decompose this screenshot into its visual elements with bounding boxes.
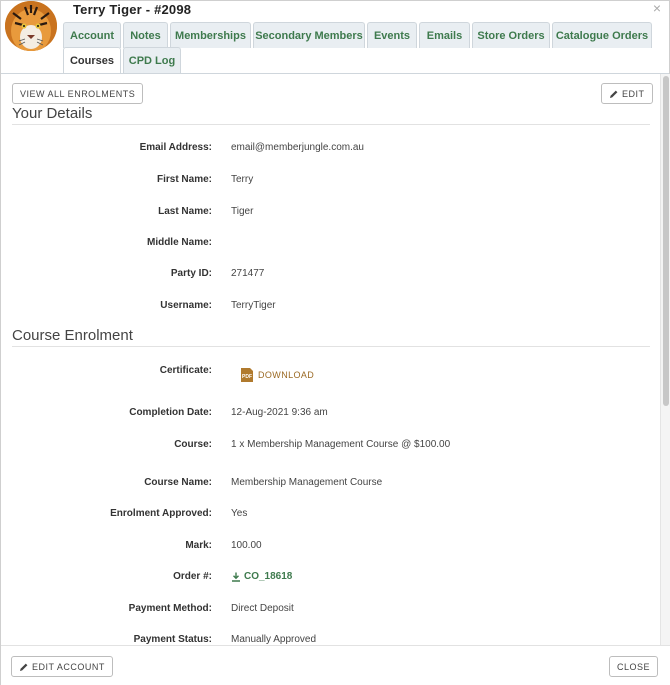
page-title: Terry Tiger - #2098 (73, 2, 192, 17)
edit-label: EDIT (622, 88, 645, 99)
your-details-heading: Your Details (12, 105, 93, 122)
tab-courses[interactable]: Courses (63, 47, 121, 74)
section-divider (12, 124, 650, 125)
party-id-label: Party ID: (170, 268, 212, 279)
first-name-value: Terry (231, 174, 254, 185)
mark-label: Mark: (185, 540, 212, 551)
tab-notes[interactable]: Notes (123, 22, 168, 48)
course-value: 1 x Membership Management Course @ $100.00 (231, 439, 451, 450)
email-address-value: email@memberjungle.com.au (231, 142, 364, 153)
course-enrolment-heading: Course Enrolment (12, 327, 133, 344)
order-number-value: CO_18618 (244, 571, 293, 582)
edit-account-button[interactable] (11, 656, 113, 677)
section-divider (12, 346, 650, 347)
tab-catalogue-orders[interactable]: Catalogue Orders (552, 22, 652, 48)
pencil-icon (609, 89, 619, 99)
tab-memberships[interactable]: Memberships (170, 22, 251, 48)
close-button[interactable] (609, 656, 658, 677)
certificate-download-link[interactable] (240, 368, 314, 382)
course-name-value: Membership Management Course (231, 477, 383, 488)
pdf-badge-text: PDF (242, 374, 252, 380)
download-label: DOWNLOAD (258, 370, 315, 380)
view-all-enrolments-label: VIEW ALL ENROLMENTS (20, 88, 136, 99)
scrollbar-thumb[interactable] (663, 76, 669, 406)
mark-value: 100.00 (231, 540, 262, 551)
tiger-avatar-image (5, 1, 57, 51)
party-id-value: 271477 (231, 268, 265, 279)
close-label: CLOSE (617, 661, 651, 672)
modal-footer (1, 645, 670, 685)
username-label: Username: (160, 300, 212, 311)
tab-account[interactable]: Account (63, 22, 121, 48)
payment-method-label: Payment Method: (128, 603, 212, 614)
tab-secondary-members[interactable]: Secondary Members (253, 22, 365, 48)
payment-method-value: Direct Deposit (231, 603, 294, 614)
tab-events[interactable]: Events (367, 22, 417, 48)
tab-emails[interactable]: Emails (419, 22, 470, 48)
avatar (5, 1, 57, 51)
pdf-icon (240, 368, 254, 382)
close-icon[interactable]: × (652, 0, 661, 16)
download-icon (231, 572, 241, 582)
tab-content-courses (2, 74, 659, 645)
username-value: TerryTiger (231, 300, 276, 311)
tab-store-orders[interactable]: Store Orders (472, 22, 550, 48)
payment-status-label: Payment Status: (133, 634, 212, 645)
order-link[interactable] (231, 571, 292, 582)
course-label: Course: (174, 439, 212, 450)
enrolment-approved-value: Yes (231, 508, 248, 519)
email-address-label: Email Address: (139, 142, 212, 153)
content-scrollbar[interactable] (660, 74, 670, 645)
enrolment-approved-label: Enrolment Approved: (110, 508, 212, 519)
middle-name-label: Middle Name: (146, 237, 212, 248)
view-all-enrolments-button[interactable] (12, 83, 143, 104)
edit-button[interactable] (601, 83, 653, 104)
edit-account-label: EDIT ACCOUNT (32, 661, 105, 672)
tab-cpd-log[interactable]: CPD Log (123, 47, 181, 73)
last-name-value: Tiger (231, 206, 254, 217)
last-name-label: Last Name: (158, 206, 212, 217)
completion-date-label: Completion Date: (129, 407, 212, 418)
certificate-label: Certificate: (159, 365, 212, 376)
payment-status-value: Manually Approved (231, 634, 317, 645)
order-number-label: Order #: (173, 571, 212, 582)
course-name-label: Course Name: (144, 477, 212, 488)
pencil-icon (19, 662, 29, 672)
completion-date-value: 12-Aug-2021 9:36 am (231, 407, 328, 418)
first-name-label: First Name: (156, 174, 212, 185)
